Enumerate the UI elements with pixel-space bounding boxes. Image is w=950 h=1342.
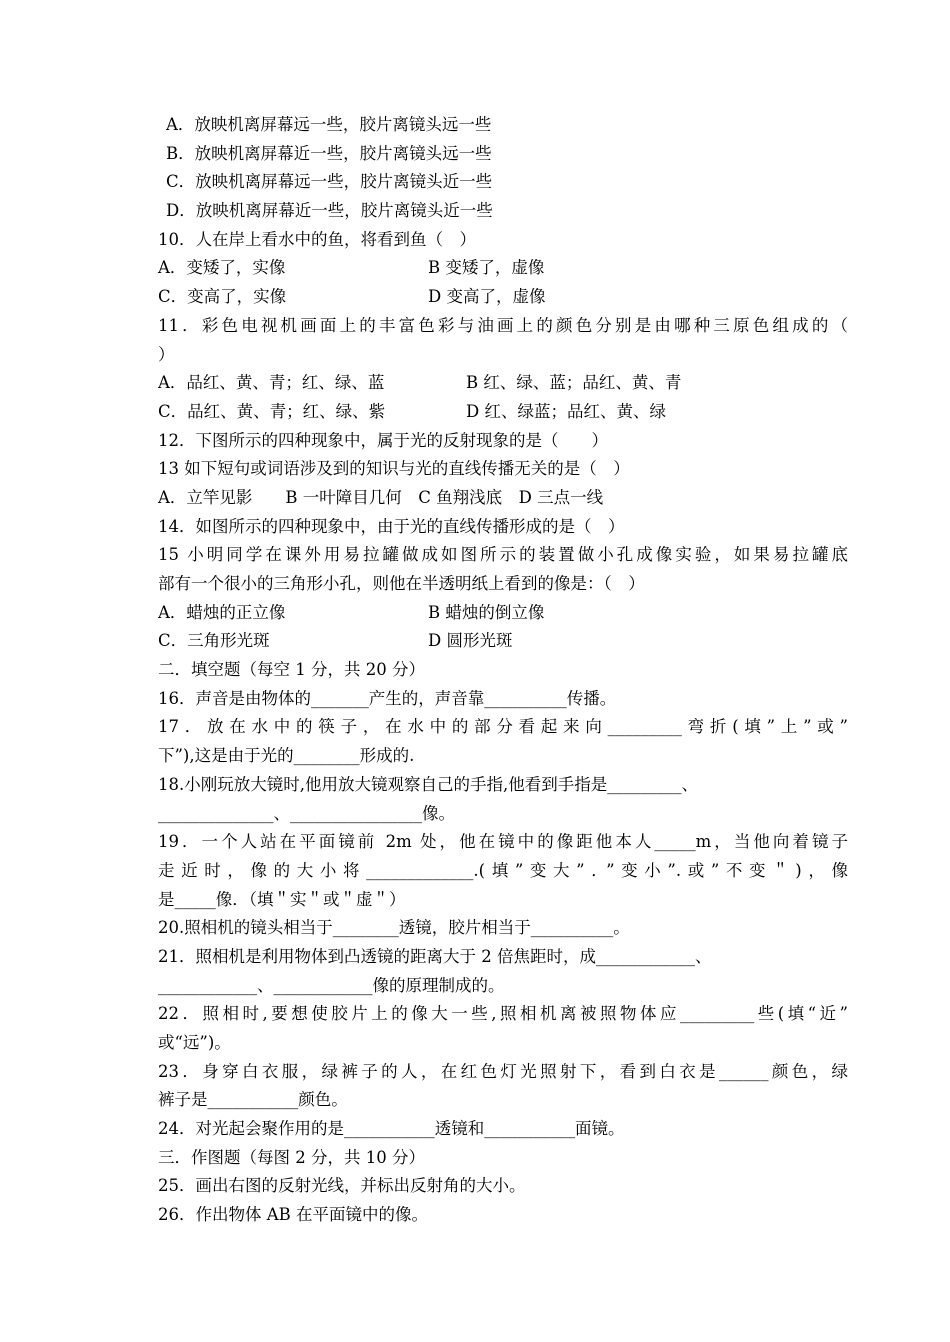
q24: 24．对光起会聚作用的是___________透镜和___________面镜。 (158, 1119, 625, 1139)
q10-option-a: A．变矮了，实像 (158, 258, 286, 278)
q15-option-a: A．蜡烛的正立像 (158, 602, 286, 622)
q18-line-2: ______________、________________像。 (158, 803, 455, 823)
section-3-heading: 三．作图题（每图 2 分，共 10 分） (158, 1147, 425, 1167)
q13-stem: 13 如下短句或词语涉及到的知识与光的直线传播无关的是（ ） (158, 459, 630, 479)
q18-line-1: 18.小刚玩放大镜时,他用放大镜观察自己的手指,他看到手指是_________、 (158, 774, 698, 794)
q16: 16．声音是由物体的_______产生的，声音靠__________传播。 (158, 688, 617, 708)
q9-option-c: C．放映机离屏幕远一些，胶片离镜头近一些 (166, 172, 493, 192)
q10-stem: 10．人在岸上看水中的鱼，将看到鱼（ ） (158, 229, 476, 249)
q11-option-c: C．品红、黄、青；红、绿、紫 (158, 401, 386, 421)
q15-options-row-2 (158, 627, 848, 656)
section-2-heading: 二．填空题（每空 1 分，共 20 分） (158, 660, 425, 680)
q21-line-2: ____________、____________像的原理制成的。 (158, 975, 505, 995)
q17-line-2: 下”),这是由于光的________形成的. (158, 746, 415, 766)
q20: 20.照相机的镜头相当于________透镜，胶片相当于__________。 (158, 918, 630, 938)
q15-stem-line-1: 15 小明同学在课外用易拉罐做成如图所示的装置做小孔成像实验，如果易拉罐底 (158, 545, 848, 565)
q13-options: A．立竿见影 B 一叶障目几何 C 鱼翔浅底 D 三点一线 (158, 487, 604, 507)
q19-line-2: 走近时，像的大小将_____________.(填”变大”．”变小”.或”不变＂)，像 (158, 860, 848, 880)
q11-option-a: A．品红、黄、青；红、绿、蓝 (158, 373, 385, 393)
q9-option-b: B．放映机离屏幕近一些，胶片离镜头远一些 (166, 143, 492, 163)
q26: 26．作出物体 AB 在平面镜中的像。 (158, 1205, 429, 1225)
q17-line-1: 17．放在水中的筷子，在水中的部分看起来向_________弯折(填”上”或” (158, 717, 848, 737)
q15-option-c: C．三角形光斑 (158, 631, 270, 651)
q10-option-c: C．变高了，实像 (158, 287, 287, 307)
q11-option-d: D 红、绿蓝；品红、黄、绿 (466, 401, 666, 421)
q23-line-2: 裤子是___________颜色。 (158, 1090, 348, 1110)
q14-stem: 14．如图所示的四种现象中，由于光的直线传播形成的是（ ） (158, 516, 625, 536)
q11-options-row-2 (158, 398, 848, 427)
q11-options-row-1 (158, 369, 848, 398)
q15-stem-line-2: 部有一个很小的三角形小孔，则他在半透明纸上看到的像是：（ ） (158, 574, 645, 593)
q10-options-row-1 (158, 254, 848, 283)
q10-option-d: D 变高了，虚像 (428, 287, 546, 307)
q19-line-1: 19．一个人站在平面镜前 2m 处，他在镜中的像距他本人_____m，当他向着镜子 (158, 832, 848, 852)
q11-stem-line-1: 11．彩色电视机画面上的丰富色彩与油画上的颜色分别是由哪种三原色组成的（ (158, 315, 848, 335)
q15-option-d: D 圆形光斑 (428, 631, 513, 651)
q11-option-b: B 红、绿、蓝；品红、黄、青 (466, 373, 682, 393)
q15-options-row-1 (158, 599, 848, 628)
q22-line-2: 或“远”)。 (158, 1033, 231, 1052)
q12-stem: 12．下图所示的四种现象中，属于光的反射现象的是（ ） (158, 430, 608, 450)
q10-options-row-2 (158, 283, 848, 312)
q11-stem-line-2: ） (158, 344, 175, 364)
q25: 25．画出右图的反射光线，并标出反射角的大小。 (158, 1176, 526, 1196)
q19-line-3: 是_____像．（填＂实＂或＂虚＂） (158, 889, 406, 909)
q10-option-b: B 变矮了，虚像 (428, 258, 545, 278)
q15-option-b: B 蜡烛的倒立像 (428, 602, 545, 622)
q23-line-1: 23．身穿白衣服，绿裤子的人，在红色灯光照射下，看到白衣是______颜色，绿 (158, 1061, 848, 1081)
q9-option-d: D．放映机离屏幕近一些，胶片离镜头近一些 (166, 201, 493, 221)
q9-option-a: A．放映机离屏幕远一些，胶片离镜头远一些 (166, 115, 492, 134)
q21-line-1: 21．照相机是利用物体到凸透镜的距离大于 2 倍焦距时，成____________、 (158, 946, 712, 966)
q22-line-1: 22．照相时,要想使胶片上的像大一些,照相机离被照物体应_________些(填“近” (158, 1004, 848, 1024)
exam-content (158, 111, 848, 1230)
